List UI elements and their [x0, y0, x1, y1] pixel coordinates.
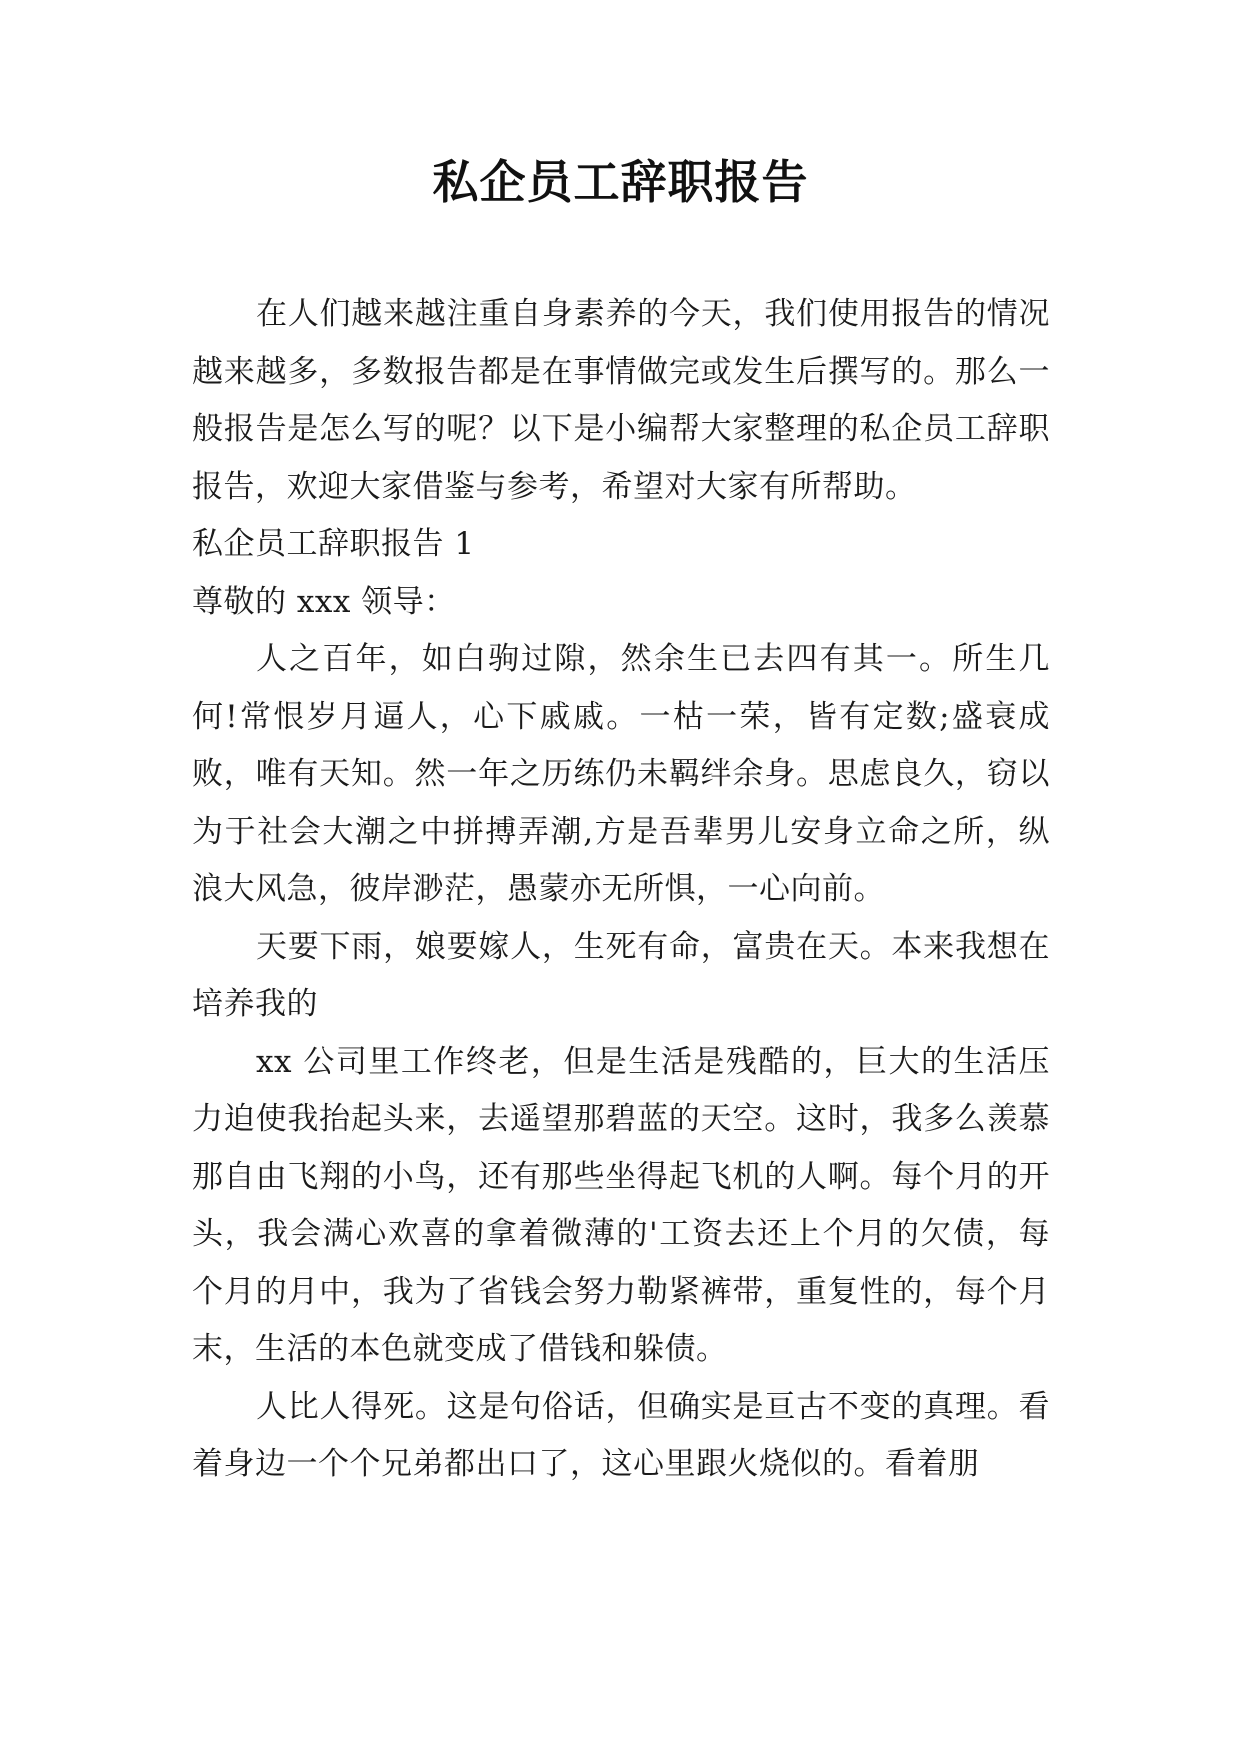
document-body [192, 286, 1050, 1494]
intro-paragraph: 在人们越来越注重自身素养的今天，我们使用报告的情况越来越多，多数报告都是在事情做完或发生后撰写的。那么一般报告是怎么写的呢？以下是小编帮大家整理的私企员工辞职报告，欢迎大家借鉴与参考，希望对大家有所帮助。 [192, 296, 1050, 505]
body-paragraph-4: 人比人得死。这是句俗话，但确实是亘古不变的真理。看着身边一个个兄弟都出口了，这心里跟火烧似的。看着朋 [192, 1388, 1050, 1482]
document-title: 私企员工辞职报告 [432, 155, 809, 209]
section-heading: 私企员工辞职报告 1 [192, 526, 475, 562]
body-paragraph-1: 人之百年，如白驹过隙，然余生已去四有其一。所生几何!常恨岁月逼人，心下戚戚。一枯一荣，皆有定数;盛衰成败，唯有天知。然一年之历练仍未羁绊余身。思虑良久，窃以为于社会大潮之中拼搏弄潮,方是吾辈男儿安身立命之所，纵浪大风急，彼岸渺茫，愚蒙亦无所惧，一心向前。 [192, 641, 1050, 907]
body-paragraph-2: 天要下雨，娘要嫁人，生死有命，富贵在天。本来我想在培养我的 [192, 928, 1050, 1022]
salutation: 尊敬的 xxx 领导： [192, 583, 456, 620]
body-paragraph-3: xx 公司里工作终老，但是生活是残酷的，巨大的生活压力迫使我抬起头来，去遥望那碧蓝的天空。这时，我多么羡慕那自由飞翔的小鸟，还有那些坐得起飞机的人啊。每个月的开头，我会满心欢喜的拿着微薄的'工资去还上个月的欠债，每个月的月中，我为了省钱会努力勒紧裤带，重复性的，每个月末，生活的本色就变成了借钱和躲债。 [192, 1043, 1050, 1367]
